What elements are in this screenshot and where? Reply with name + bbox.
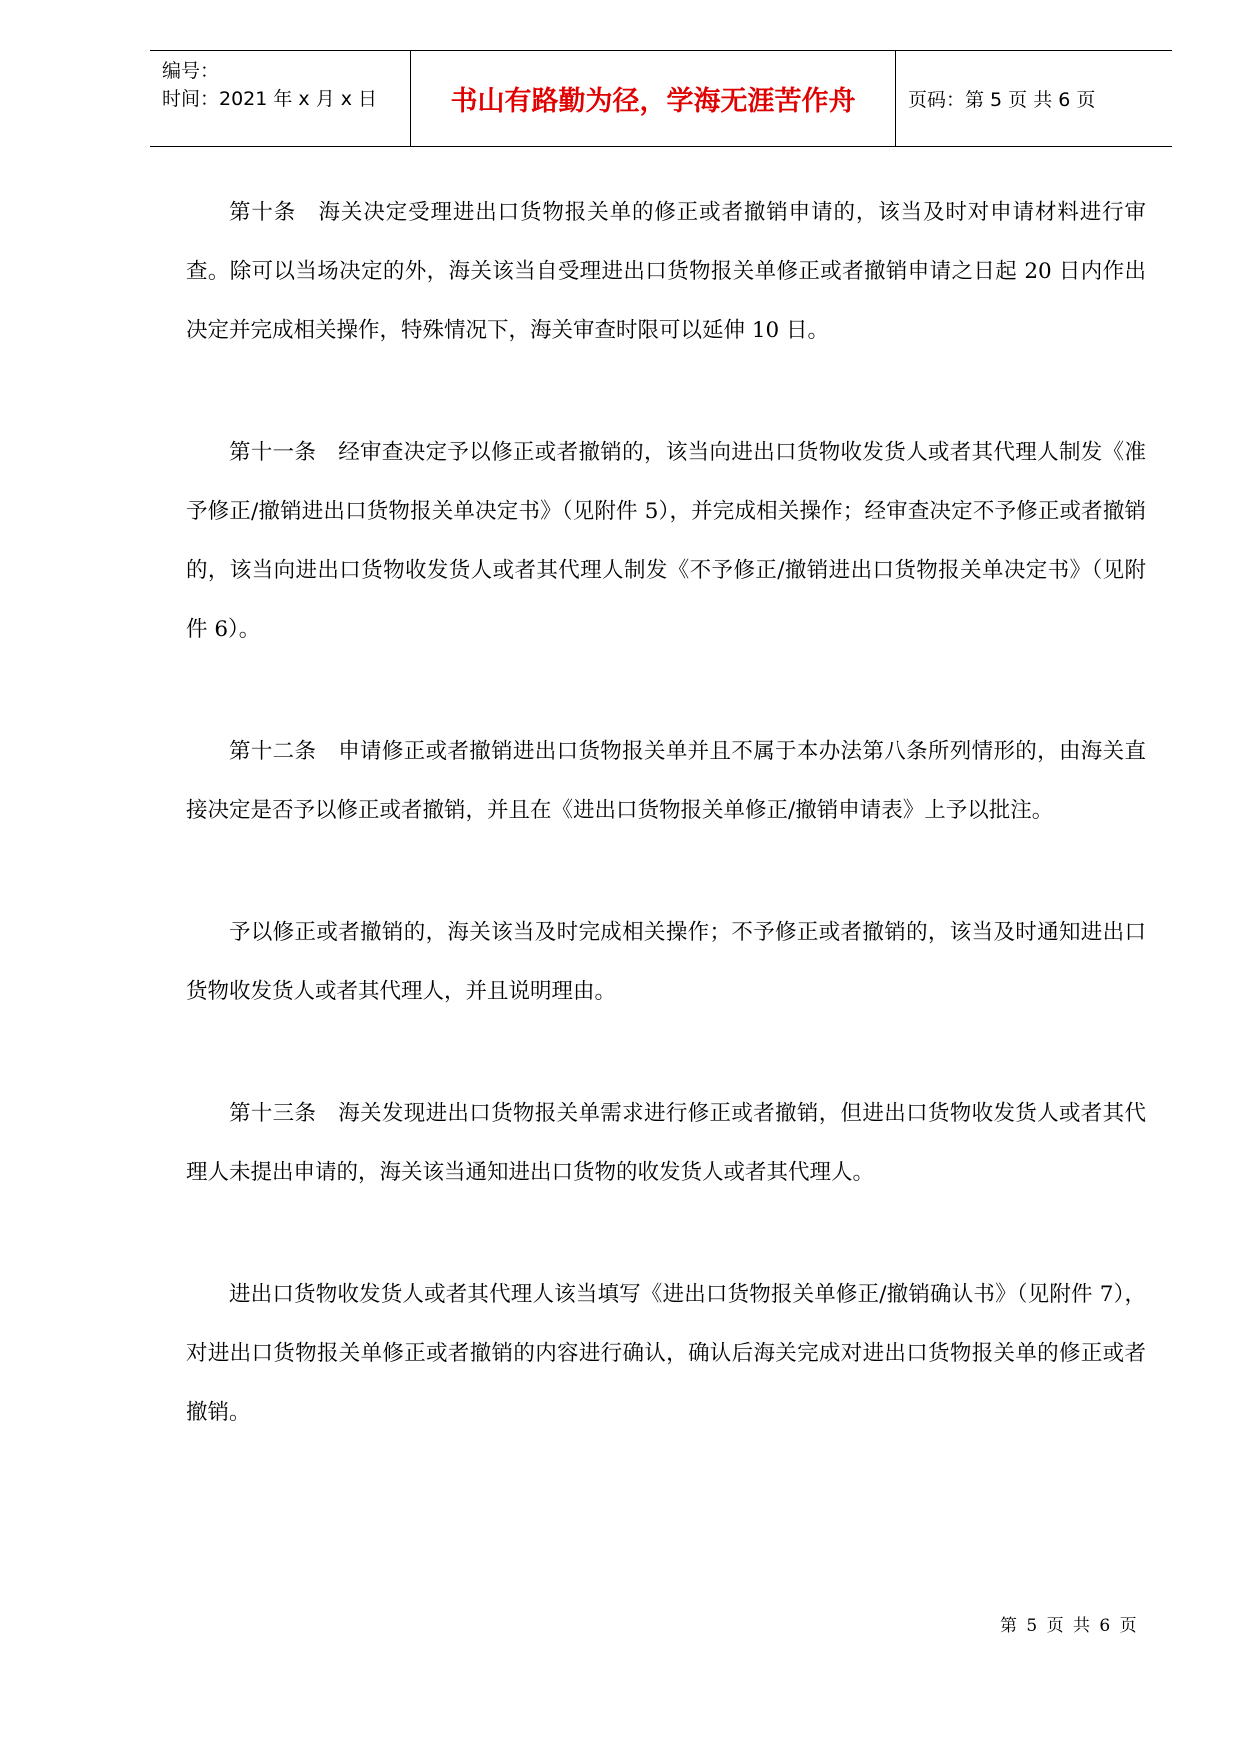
date-label: 时间：2021 年 x 月 x 日 [162, 88, 378, 110]
header-motto: 书山有路勤为径，学海无涯苦作舟 [450, 86, 856, 117]
article-13-continued: 进出口货物收发货人或者其代理人该当填写《进出口货物报关单修正/撤销确认书》（见附件 7），对进出口货物报关单修正或者撤销的内容进行确认，确认后海关完成对进出口货物报关单的修正或者撤销。 [186, 1282, 1146, 1425]
page-header [150, 50, 1172, 147]
header-divider-right [895, 51, 896, 146]
page-footer: 第 5 页 共 6 页 [1000, 1616, 1139, 1636]
article-10: 第十条 海关决定受理进出口货物报关单的修正或者撤销申请的，该当及时对申请材料进行审查。除可以当场决定的外，海关该当自受理进出口货物报关单修正或者撤销申请之日起 20 日内作出决定并完成相关操作，特殊情况下，海关审查时限可以延伸 10 日。 [186, 200, 1146, 343]
article-13: 第十三条 海关发现进出口货物报关单需求进行修正或者撤销，但进出口货物收发货人或者其代理人未提出申请的，海关该当通知进出口货物的收发货人或者其代理人。 [186, 1101, 1146, 1185]
serial-number-label: 编号： [162, 60, 220, 82]
header-meta [162, 57, 412, 113]
header-page-number: 页码：第 5 页 共 6 页 [908, 89, 1096, 111]
article-12: 第十二条 申请修正或者撤销进出口货物报关单并且不属于本办法第八条所列情形的，由海关直接决定是否予以修正或者撤销，并且在《进出口货物报关单修正/撤销申请表》上予以批注。 [186, 739, 1146, 823]
document-body [186, 183, 1146, 1505]
article-12-continued: 予以修正或者撤销的，海关该当及时完成相关操作；不予修正或者撤销的，该当及时通知进出口货物收发货人或者其代理人，并且说明理由。 [186, 920, 1146, 1004]
article-11: 第十一条 经审查决定予以修正或者撤销的，该当向进出口货物收发货人或者其代理人制发《准予修正/撤销进出口货物报关单决定书》（见附件 5），并完成相关操作；经审查决定不予修正或者撤销的，该当向进出口货物收发货人或者其代理人制发《不予修正/撤销进出口货物报关单决定书》（见附件 6）。 [186, 440, 1146, 642]
